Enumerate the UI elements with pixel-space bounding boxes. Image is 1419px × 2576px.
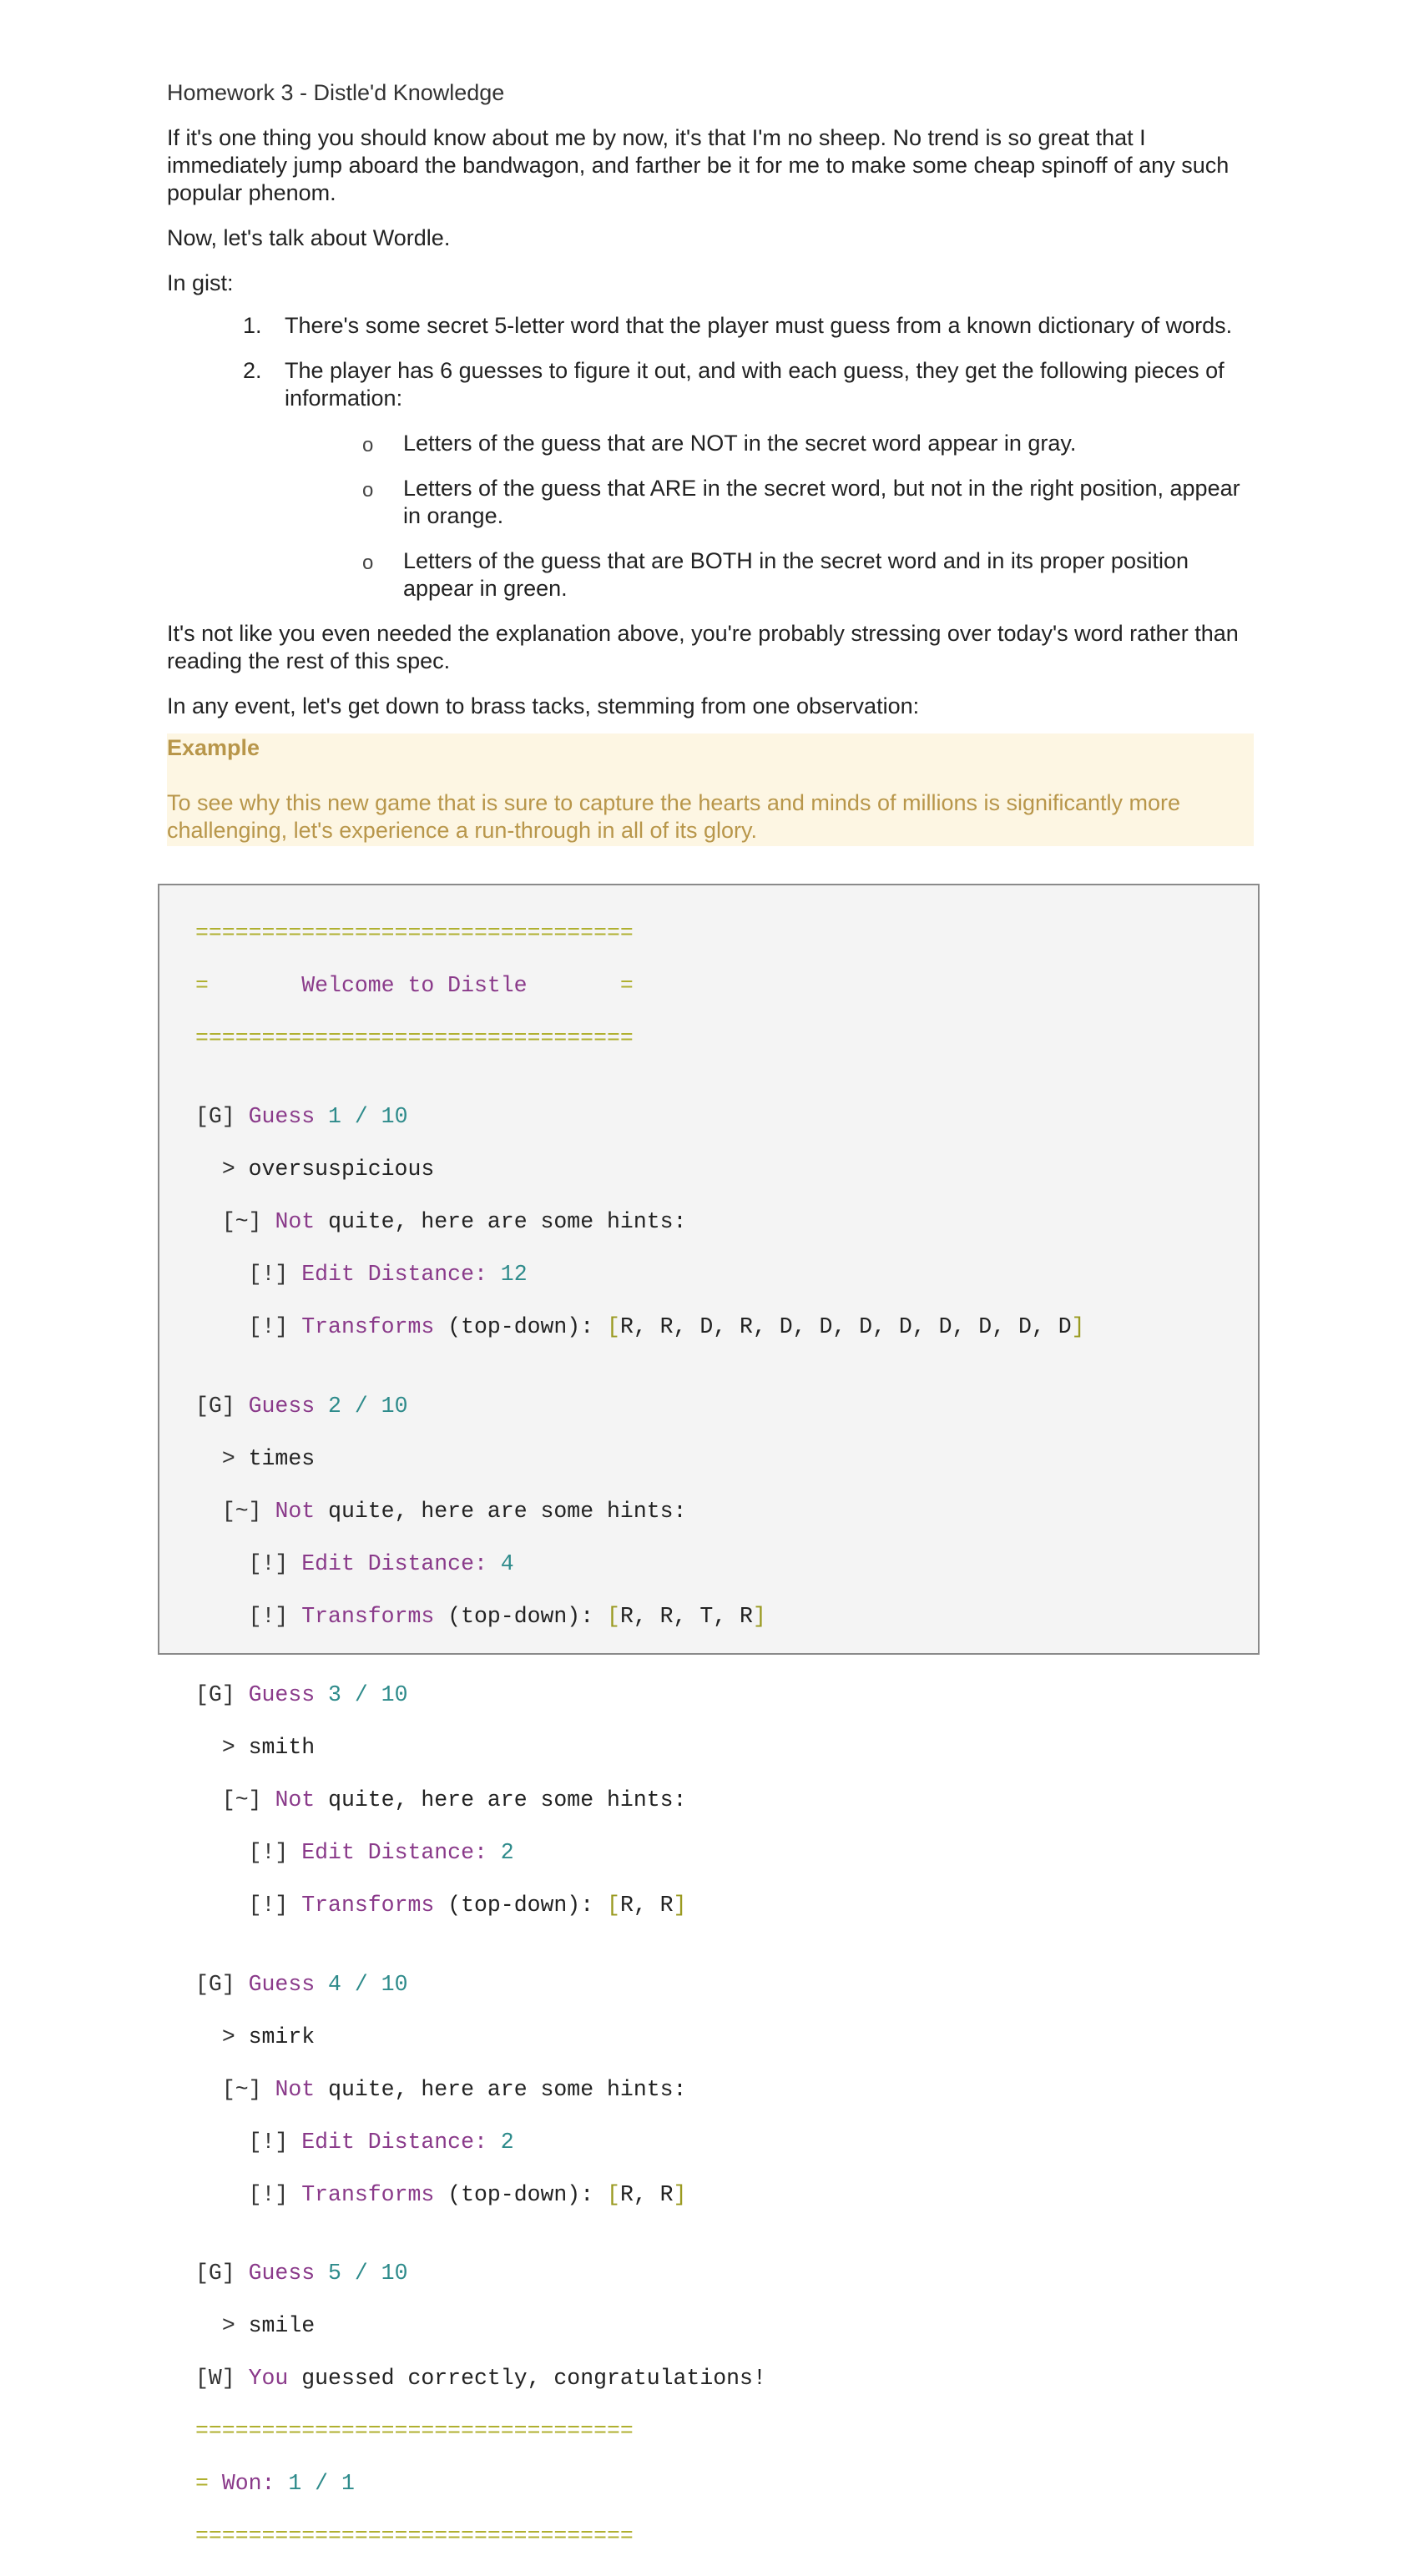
hint-text: quite, here are some hints:	[328, 1498, 687, 1524]
list-text: The player has 6 guesses to figure it out, and with each guess, they get the following pieces of information:	[285, 358, 1225, 411]
guess-separator: /	[354, 1393, 368, 1419]
sub-list-text: Letters of the guess that are BOTH in the secret word and in its proper position appear in green.	[403, 548, 1189, 601]
guess-tag: [G]	[195, 2261, 235, 2286]
transforms-mode: (top-down):	[447, 1603, 594, 1629]
guess-number: 1	[328, 1104, 341, 1129]
guess-label: Guess	[248, 1104, 316, 1129]
list-number: 2.	[243, 358, 262, 383]
guess-total: 10	[381, 2261, 408, 2286]
steps-list	[167, 312, 1252, 412]
list-item	[167, 357, 1252, 412]
guess-word: smirk	[248, 2024, 316, 2049]
guess-number: 4	[328, 1971, 341, 1997]
transforms-list: R, R, T, R	[619, 1603, 753, 1629]
prompt-icon: >	[221, 2024, 235, 2049]
guess-tag: [G]	[195, 1393, 235, 1419]
transforms-label: Transforms	[301, 1893, 435, 1918]
info-tag: [!]	[248, 1603, 289, 1629]
info-tag: [!]	[248, 1893, 289, 1918]
guess-word: smile	[248, 2313, 316, 2338]
hint-not: Not	[275, 1498, 316, 1524]
hint-tag: [~]	[221, 2076, 262, 2102]
terminal-output: ================================= = Welcome to Distle = ================================= [G] Guess 1 / 10 > oversuspicious [~] Not quite, here are some hints: [!] Edit Distance: 12 [!] Transforms (top-down): [R, R, D, R, D, D, D, D, D, D, D, D] [G] Guess 2 / 10 > times [~] Not quite, here are some hints: [!] Edit Distance: 4 [!] Transforms (top-down): [R, R, T, R] [G] Guess 3 / 10 > smith [~] Not quite, here are some hints: [!] Edit Distance: 2 [!] Transforms (top-down): [R, R] [G] Guess 4 / 10 > smirk [~] Not quite, here are some hints: [!] Edit Distance: 2 [!] Transforms (top-down): [R, R] [G] Guess 5 / 10 > smile [W] You guessed correctly, congratulations! ================================= = Won: 1 / 1 =================================	[158, 884, 1260, 1655]
prompt-icon: >	[221, 1735, 235, 1760]
info-tag: [!]	[248, 2129, 289, 2155]
bullet-circle-icon: o	[362, 479, 374, 502]
transforms-mode: (top-down):	[447, 2181, 594, 2207]
page-title: Homework 3 - Distle'd Knowledge	[167, 80, 505, 105]
sub-list-item	[167, 475, 1252, 530]
won-label: Won:	[221, 2471, 275, 2496]
event-paragraph: In any event, let's get down to brass tacks, stemming from one observation:	[167, 693, 920, 718]
info-tag: [!]	[248, 1550, 289, 1576]
won-value: 1	[288, 2471, 302, 2496]
hint-tag: [~]	[221, 1498, 262, 1524]
info-tag: [!]	[248, 2181, 289, 2207]
edit-distance-value: 2	[500, 2129, 514, 2155]
guess-number: 3	[328, 1682, 341, 1707]
sub-list-text: Letters of the guess that ARE in the secret word, but not in the right position, appear in orange.	[403, 476, 1240, 528]
list-number: 1.	[243, 313, 262, 338]
edit-distance-value: 2	[500, 1840, 514, 1865]
edit-distance-label: Edit Distance:	[301, 1840, 487, 1865]
guess-separator: /	[354, 1682, 368, 1707]
won-prefix: =	[195, 2471, 209, 2496]
sub-list	[167, 430, 1252, 602]
rule-line: =================================	[195, 2418, 634, 2443]
edit-distance-label: Edit Distance:	[301, 1550, 487, 1576]
gist-paragraph: In gist:	[167, 270, 234, 295]
guess-tag: [G]	[195, 1971, 235, 1997]
sub-list-text: Letters of the guess that are NOT in the secret word appear in gray.	[403, 431, 1077, 456]
prompt-icon: >	[221, 1157, 235, 1182]
guess-label: Guess	[248, 2261, 316, 2286]
guess-label: Guess	[248, 1971, 316, 1997]
guess-label: Guess	[248, 1393, 316, 1419]
example-box	[167, 733, 1254, 846]
guess-label: Guess	[248, 1682, 316, 1707]
transforms-label: Transforms	[301, 1603, 435, 1629]
rule-line: =================================	[195, 1025, 634, 1051]
welcome-text: Welcome to Distle	[301, 972, 528, 998]
guess-word: smith	[248, 1735, 316, 1760]
edit-distance-label: Edit Distance:	[301, 2129, 487, 2155]
bullet-circle-icon: o	[362, 434, 374, 456]
hint-tag: [~]	[221, 1787, 262, 1812]
prompt-icon: >	[221, 2313, 235, 2338]
rule-line: =================================	[195, 2523, 634, 2548]
example-text: To see why this new game that is sure to capture the hearts and minds of millions is significantly more challenging, let's experience a run-through in all of its glory.	[167, 790, 1181, 843]
hint-text: quite, here are some hints:	[328, 2076, 687, 2102]
transforms-mode: (top-down):	[447, 1314, 594, 1339]
transforms-mode: (top-down):	[447, 1893, 594, 1918]
hint-text: quite, here are some hints:	[328, 1209, 687, 1234]
list-item	[167, 312, 1252, 340]
welcome-border: =	[619, 972, 634, 998]
hint-tag: [~]	[221, 1209, 262, 1234]
document	[167, 80, 1252, 846]
hint-not: Not	[275, 1787, 316, 1812]
example-heading: Example	[167, 735, 260, 760]
guess-separator: /	[354, 1971, 368, 1997]
won-separator: /	[315, 2471, 329, 2496]
info-tag: [!]	[248, 1314, 289, 1339]
bullet-circle-icon: o	[362, 552, 374, 574]
intro-paragraph: If it's one thing you should know about me by now, it's that I'm no sheep. No trend is so great that I immediately jump aboard the bandwagon, and farther be it for me to make some cheap spinoff of any such popular phenom.	[167, 125, 1230, 205]
guess-total: 10	[381, 1682, 408, 1707]
guess-word: oversuspicious	[248, 1157, 435, 1182]
win-you: You	[248, 2366, 289, 2391]
hint-text: quite, here are some hints:	[328, 1787, 687, 1812]
guess-number: 5	[328, 2261, 341, 2286]
transforms-label: Transforms	[301, 1314, 435, 1339]
edit-distance-label: Edit Distance:	[301, 1262, 487, 1287]
guess-total: 10	[381, 1393, 408, 1419]
info-tag: [!]	[248, 1840, 289, 1865]
transforms-list: R, R, D, R, D, D, D, D, D, D, D, D	[619, 1314, 1072, 1339]
list-text: There's some secret 5-letter word that the player must guess from a known dictionary of words.	[285, 313, 1233, 338]
transforms-label: Transforms	[301, 2181, 435, 2207]
guess-total: 10	[381, 1971, 408, 1997]
after-paragraph: It's not like you even needed the explanation above, you're probably stressing over today's word rather than reading the rest of this spec.	[167, 621, 1239, 673]
wordle-paragraph: Now, let's talk about Wordle.	[167, 225, 451, 250]
hint-not: Not	[275, 1209, 316, 1234]
guess-total: 10	[381, 1104, 408, 1129]
welcome-border: =	[195, 972, 209, 998]
sub-list-item	[167, 430, 1252, 457]
won-total: 1	[341, 2471, 355, 2496]
info-tag: [!]	[248, 1262, 289, 1287]
transforms-list: R, R	[619, 2181, 674, 2207]
guess-separator: /	[354, 2261, 368, 2286]
rule-line: =================================	[195, 920, 634, 945]
win-text: guessed correctly, congratulations!	[301, 2366, 766, 2391]
guess-separator: /	[354, 1104, 368, 1129]
guess-tag: [G]	[195, 1682, 235, 1707]
transforms-list: R, R	[619, 1893, 674, 1918]
guess-word: times	[248, 1445, 316, 1471]
prompt-icon: >	[221, 1445, 235, 1471]
hint-not: Not	[275, 2076, 316, 2102]
sub-list-item	[167, 547, 1252, 602]
edit-distance-value: 4	[500, 1550, 514, 1576]
edit-distance-value: 12	[500, 1262, 528, 1287]
guess-number: 2	[328, 1393, 341, 1419]
guess-tag: [G]	[195, 1104, 235, 1129]
win-tag: [W]	[195, 2366, 235, 2391]
